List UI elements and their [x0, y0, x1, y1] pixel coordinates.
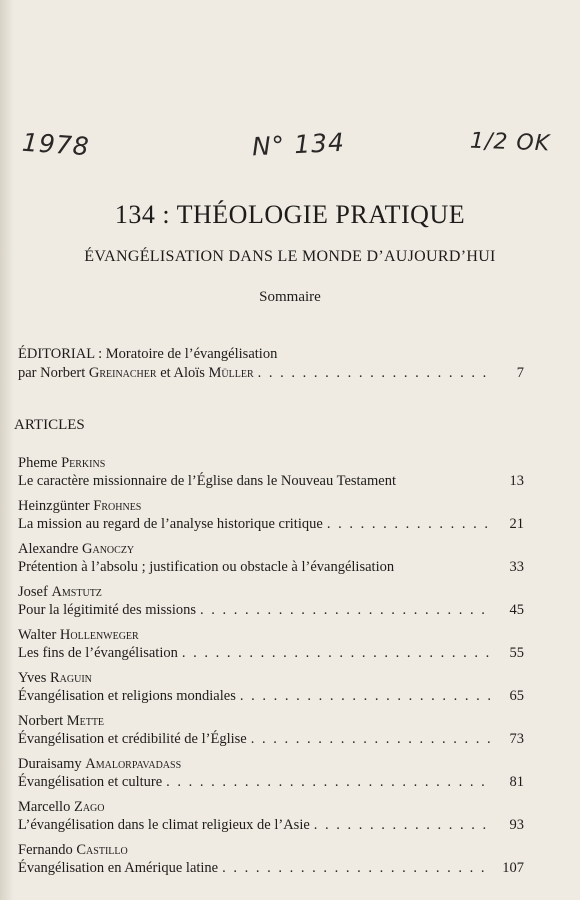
handwritten-note: 1/2 OK: [469, 128, 551, 157]
dot-leader: [314, 816, 492, 835]
editorial-title: ÉDITORIAL : Moratoire de l’évangélisation: [18, 346, 278, 362]
author-first-name: Duraisamy: [18, 756, 82, 772]
articles-list: [18, 455, 524, 885]
author-first-name: Heinzgünter: [18, 498, 90, 514]
author-first-name: Alexandre: [18, 541, 79, 557]
article-author: [18, 584, 524, 601]
article-title: La mission au regard de l’analyse historique critique: [18, 516, 323, 532]
author-last-name: Perkins: [61, 455, 106, 471]
article-title: Les fins de l’évangélisation: [18, 645, 178, 661]
article-line: [18, 644, 524, 663]
editorial-author-2: Müller: [208, 365, 254, 381]
dot-leader: [240, 687, 492, 706]
author-last-name: Ganoczy: [82, 541, 135, 557]
editorial-page: 7: [516, 365, 524, 381]
author-first-name: Pheme: [18, 455, 58, 471]
article-author: [18, 627, 524, 644]
editorial-byline: [18, 364, 524, 383]
page-title: 134 : THÉOLOGIE PRATIQUE: [114, 200, 466, 229]
dot-leader: [182, 644, 492, 663]
editorial-joiner: et Aloïs: [160, 365, 205, 381]
article-title: Évangélisation et crédibilité de l’Église: [18, 731, 247, 747]
article-author: [18, 756, 524, 773]
editorial-author-1: Greinacher: [88, 365, 157, 381]
article-line: [18, 515, 524, 534]
list-item: [18, 713, 524, 749]
article-page: 33: [509, 559, 524, 575]
handwritten-number: N° 134: [251, 127, 346, 162]
author-last-name: Amstutz: [51, 584, 102, 600]
article-line: [18, 773, 524, 792]
article-title: L’évangélisation dans le climat religieux de l’Asie: [18, 817, 310, 833]
dot-leader: [222, 859, 492, 878]
article-page: 45: [509, 602, 524, 618]
article-author: [18, 498, 524, 515]
list-item: [18, 455, 524, 491]
article-page: 55: [509, 645, 524, 661]
article-author: [18, 670, 524, 687]
dot-leader: [258, 364, 492, 383]
editorial-by-prefix: par Norbert: [18, 365, 86, 381]
dot-leader: [251, 730, 492, 749]
list-item: [18, 756, 524, 792]
list-item: [18, 799, 524, 835]
article-page: 107: [502, 860, 524, 876]
article-line: [18, 730, 524, 749]
sommaire-heading: Sommaire: [259, 289, 321, 305]
article-page: 13: [509, 473, 524, 489]
editorial-entry: [18, 345, 524, 383]
author-last-name: Zago: [73, 799, 105, 815]
articles-heading: ARTICLES: [14, 417, 85, 433]
binding-shadow: [0, 0, 14, 900]
author-last-name: Frohnes: [93, 498, 142, 514]
dot-leader: [327, 515, 492, 534]
article-line: [18, 816, 524, 835]
list-item: [18, 498, 524, 534]
article-author: [18, 713, 524, 730]
article-page: 65: [509, 688, 524, 704]
author-last-name: Mette: [66, 713, 105, 729]
article-page: 73: [509, 731, 524, 747]
author-first-name: Marcello: [18, 799, 71, 815]
article-title: Le caractère missionnaire de l’Église dans le Nouveau Testament: [18, 473, 396, 489]
author-last-name: Hollenweger: [59, 627, 139, 643]
article-line: [18, 687, 524, 706]
list-item: [18, 541, 524, 577]
article-author: [18, 799, 524, 816]
author-last-name: Castillo: [76, 842, 128, 858]
author-first-name: Norbert: [18, 713, 64, 729]
article-line: [18, 601, 524, 620]
article-page: 81: [509, 774, 524, 790]
page-subtitle: ÉVANGÉLISATION DANS LE MONDE D’AUJOURD’HUI: [84, 248, 496, 265]
author-first-name: Fernando: [18, 842, 73, 858]
article-title: Évangélisation et religions mondiales: [18, 688, 236, 704]
dot-leader: [166, 773, 492, 792]
article-author: [18, 842, 524, 859]
article-page: 93: [509, 817, 524, 833]
article-line: [18, 558, 524, 577]
dot-leader: [200, 601, 492, 620]
author-first-name: Walter: [18, 627, 57, 643]
list-item: [18, 584, 524, 620]
author-first-name: Josef: [18, 584, 48, 600]
article-title: Prétention à l’absolu ; justification ou obstacle à l’évangélisation: [18, 559, 395, 575]
article-author: [18, 541, 524, 558]
article-title: Évangélisation en Amérique latine: [18, 860, 219, 876]
author-first-name: Yves: [18, 670, 47, 686]
list-item: [18, 627, 524, 663]
article-title: Évangélisation et culture: [18, 774, 163, 790]
article-page: 21: [509, 516, 524, 532]
author-last-name: Raguin: [49, 670, 92, 686]
author-last-name: Amalorpavadass: [85, 756, 182, 772]
article-author: [18, 455, 524, 472]
list-item: [18, 842, 524, 878]
article-line: [18, 859, 524, 878]
list-item: [18, 670, 524, 706]
article-line: [18, 472, 524, 491]
article-title: Pour la légitimité des missions: [18, 602, 197, 618]
handwritten-year: 1978: [21, 127, 91, 162]
